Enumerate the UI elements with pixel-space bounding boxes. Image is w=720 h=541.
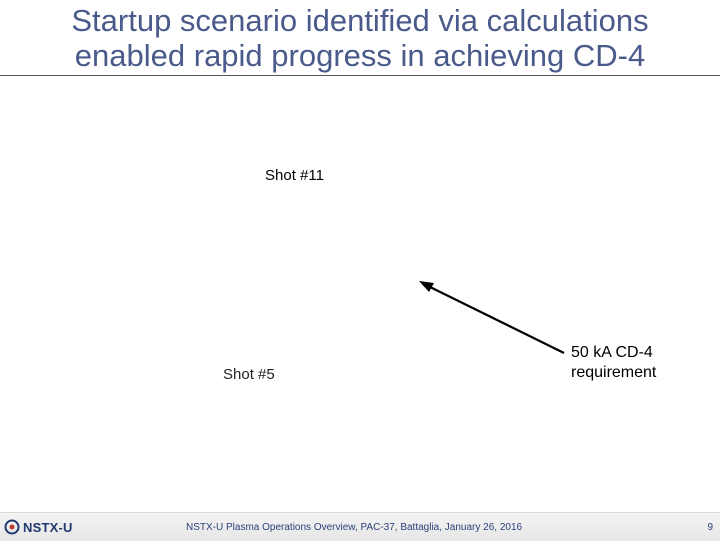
shot-11-label: Shot #11	[265, 167, 324, 184]
requirement-line-1: 50 kA CD-4	[571, 344, 653, 361]
slide-title-line-2: enabled rapid progress in achieving CD-4	[74, 38, 646, 73]
page-number: 9	[707, 522, 713, 533]
slide-title-line-1: Startup scenario identified via calculations	[71, 3, 649, 38]
nstx-u-logo	[4, 519, 73, 535]
slide-footer	[0, 512, 720, 541]
cd4-requirement-label	[571, 343, 656, 383]
footer-caption: NSTX-U Plasma Operations Overview, PAC-37, Battaglia, January 26, 2016	[186, 522, 523, 533]
tokamak-logo-icon	[4, 519, 20, 535]
logo-text: NSTX-U	[23, 519, 73, 535]
requirement-line-2: requirement	[571, 364, 657, 381]
shot-5-label: Shot #5	[223, 366, 275, 383]
arrow-shaft	[428, 286, 564, 353]
arrow-head	[419, 281, 434, 292]
